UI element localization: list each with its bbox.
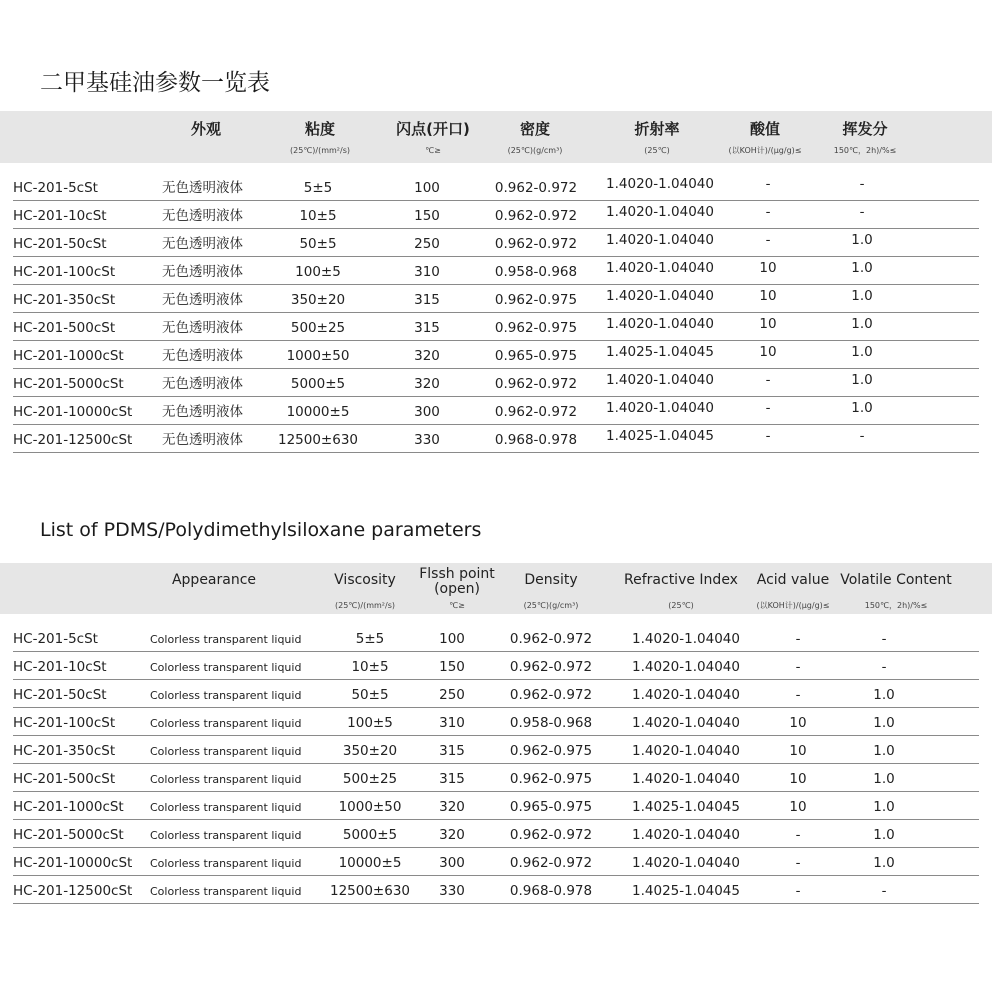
header-acid-label: Acid value bbox=[756, 572, 830, 588]
row-divider bbox=[13, 340, 979, 341]
row-volatile: 1.0 bbox=[873, 715, 895, 731]
table-row bbox=[0, 655, 992, 683]
row-acid: - bbox=[765, 176, 771, 192]
row-viscosity: 12500±630 bbox=[329, 883, 411, 899]
row-density: 0.962-0.972 bbox=[494, 404, 578, 420]
row-density: 0.968-0.978 bbox=[494, 432, 578, 448]
row-acid: - bbox=[795, 883, 801, 899]
row-acid: - bbox=[795, 687, 801, 703]
row-viscosity: 50±5 bbox=[351, 687, 389, 703]
row-flash: 320 bbox=[439, 827, 465, 843]
header-volatile-label: 挥发分 bbox=[842, 120, 888, 138]
en-table-title: List of PDMS/Polydimethylsiloxane parameters bbox=[40, 519, 482, 541]
row-model: HC-201-500cSt bbox=[13, 771, 116, 787]
header-density-label: 密度 bbox=[519, 120, 551, 138]
row-refractive: 1.4020-1.04040 bbox=[632, 827, 740, 843]
row-density: 0.962-0.972 bbox=[494, 208, 578, 224]
row-divider bbox=[13, 312, 979, 313]
row-flash: 100 bbox=[414, 180, 440, 196]
row-volatile: 1.0 bbox=[851, 316, 873, 332]
header-refractive-unit: (25℃) bbox=[644, 146, 670, 155]
row-divider bbox=[13, 763, 979, 764]
row-acid: - bbox=[765, 400, 771, 416]
row-model: HC-201-5000cSt bbox=[13, 376, 124, 392]
row-viscosity: 100±5 bbox=[295, 264, 341, 280]
row-model: HC-201-1000cSt bbox=[13, 348, 124, 364]
row-acid: 10 bbox=[789, 771, 807, 787]
row-flash: 330 bbox=[414, 432, 440, 448]
row-refractive: 1.4020-1.04040 bbox=[632, 631, 740, 647]
row-density: 0.962-0.972 bbox=[494, 236, 578, 252]
row-refractive: 1.4020-1.04040 bbox=[606, 232, 714, 248]
row-volatile: 1.0 bbox=[851, 372, 873, 388]
row-viscosity: 350±20 bbox=[290, 292, 346, 308]
header-flash-unit: ℃≥ bbox=[449, 601, 465, 610]
row-divider bbox=[13, 256, 979, 257]
header-density-label: Density bbox=[524, 572, 578, 588]
row-volatile: - bbox=[881, 883, 887, 899]
row-viscosity: 5000±5 bbox=[290, 376, 346, 392]
header-refractive-unit: (25℃) bbox=[668, 601, 694, 610]
row-flash: 310 bbox=[439, 715, 465, 731]
row-acid: - bbox=[795, 827, 801, 843]
row-divider bbox=[13, 735, 979, 736]
row-viscosity: 500±25 bbox=[290, 320, 346, 336]
row-acid: - bbox=[765, 232, 771, 248]
row-acid: 10 bbox=[789, 715, 807, 731]
table-row bbox=[0, 344, 992, 372]
table-row bbox=[0, 260, 992, 288]
header-viscosity bbox=[334, 573, 396, 588]
row-model: HC-201-10000cSt bbox=[13, 855, 133, 871]
header-appearance bbox=[172, 573, 256, 588]
cn-table-header bbox=[0, 111, 992, 163]
row-volatile: 1.0 bbox=[873, 687, 895, 703]
table-row bbox=[0, 316, 992, 344]
row-volatile: - bbox=[859, 204, 865, 220]
row-refractive: 1.4020-1.04040 bbox=[632, 743, 740, 759]
row-density: 0.958-0.968 bbox=[509, 715, 593, 731]
row-refractive: 1.4025-1.04045 bbox=[606, 428, 714, 444]
row-appearance: 无色透明液体 bbox=[162, 320, 243, 336]
row-flash: 250 bbox=[414, 236, 440, 252]
row-model: HC-201-500cSt bbox=[13, 320, 116, 336]
header-refractive bbox=[634, 121, 679, 138]
header-volatile bbox=[842, 121, 887, 138]
row-model: HC-201-100cSt bbox=[13, 715, 116, 731]
row-flash: 300 bbox=[414, 404, 440, 420]
header-appearance-label: Appearance bbox=[171, 572, 257, 588]
table-row bbox=[0, 739, 992, 767]
row-appearance: Colorless transparent liquid bbox=[150, 661, 302, 674]
row-appearance: 无色透明液体 bbox=[162, 292, 243, 308]
row-acid: 10 bbox=[759, 316, 777, 332]
header-refractive bbox=[624, 573, 738, 588]
row-acid: - bbox=[795, 631, 801, 647]
row-model: HC-201-350cSt bbox=[13, 292, 116, 308]
row-viscosity: 10000±5 bbox=[338, 855, 402, 871]
row-model: HC-201-10000cSt bbox=[13, 404, 133, 420]
row-volatile: - bbox=[859, 176, 865, 192]
row-appearance: Colorless transparent liquid bbox=[150, 633, 302, 646]
row-refractive: 1.4020-1.04040 bbox=[606, 176, 714, 192]
header-acid-unit: (以KOH计)/(μg/g)≤ bbox=[728, 146, 802, 155]
row-volatile: 1.0 bbox=[851, 344, 873, 360]
header-flash-label: 闪点(开口) bbox=[396, 120, 470, 138]
header-acid bbox=[750, 121, 780, 138]
row-flash: 330 bbox=[439, 883, 465, 899]
table-row bbox=[0, 204, 992, 232]
header-flash bbox=[396, 121, 470, 138]
row-flash: 315 bbox=[439, 743, 465, 759]
header-density bbox=[524, 573, 577, 588]
table-row bbox=[0, 176, 992, 204]
row-model: HC-201-50cSt bbox=[13, 236, 107, 252]
row-flash: 300 bbox=[439, 855, 465, 871]
row-refractive: 1.4025-1.04045 bbox=[632, 799, 740, 815]
en-table-header bbox=[0, 563, 992, 614]
row-acid: - bbox=[765, 204, 771, 220]
row-volatile: 1.0 bbox=[873, 743, 895, 759]
row-refractive: 1.4025-1.04045 bbox=[606, 344, 714, 360]
row-divider bbox=[13, 228, 979, 229]
row-refractive: 1.4020-1.04040 bbox=[632, 771, 740, 787]
row-volatile: 1.0 bbox=[873, 799, 895, 815]
row-density: 0.965-0.975 bbox=[494, 348, 578, 364]
header-appearance bbox=[191, 121, 221, 138]
table-row bbox=[0, 711, 992, 739]
header-flash-label: Flssh point bbox=[419, 566, 495, 582]
table-row bbox=[0, 879, 992, 907]
row-appearance: Colorless transparent liquid bbox=[150, 773, 302, 786]
row-viscosity: 10±5 bbox=[299, 208, 337, 224]
row-refractive: 1.4020-1.04040 bbox=[606, 316, 714, 332]
header-flash bbox=[419, 567, 495, 597]
row-appearance: 无色透明液体 bbox=[162, 180, 243, 196]
header-refractive-label: Refractive Index bbox=[624, 572, 738, 588]
row-divider bbox=[13, 452, 979, 453]
header-density-unit: (25℃)(g/cm³) bbox=[507, 146, 563, 155]
row-acid: - bbox=[765, 372, 771, 388]
row-viscosity: 10000±5 bbox=[286, 404, 350, 420]
row-viscosity: 10±5 bbox=[351, 659, 389, 675]
table-row bbox=[0, 400, 992, 428]
row-volatile: 1.0 bbox=[851, 288, 873, 304]
row-viscosity: 350±20 bbox=[342, 743, 398, 759]
row-model: HC-201-10cSt bbox=[13, 208, 107, 224]
row-flash: 310 bbox=[414, 264, 440, 280]
row-flash: 315 bbox=[439, 771, 465, 787]
table-row bbox=[0, 288, 992, 316]
header-refractive-label: 折射率 bbox=[634, 120, 680, 138]
row-divider bbox=[13, 847, 979, 848]
header-acid-label: 酸值 bbox=[749, 120, 781, 138]
row-refractive: 1.4020-1.04040 bbox=[606, 204, 714, 220]
header-density bbox=[520, 121, 550, 138]
row-divider bbox=[13, 200, 979, 201]
row-viscosity: 5±5 bbox=[303, 180, 333, 196]
row-acid: - bbox=[795, 855, 801, 871]
row-density: 0.962-0.975 bbox=[509, 743, 593, 759]
header-viscosity-unit: (25℃)/(mm²/s) bbox=[290, 146, 350, 155]
row-appearance: Colorless transparent liquid bbox=[150, 801, 302, 814]
cn-table-title: 二甲基硅油参数一览表 bbox=[40, 70, 270, 96]
row-model: HC-201-12500cSt bbox=[13, 883, 133, 899]
row-refractive: 1.4025-1.04045 bbox=[632, 883, 740, 899]
row-model: HC-201-10cSt bbox=[13, 659, 107, 675]
row-model: HC-201-5000cSt bbox=[13, 827, 124, 843]
row-viscosity: 500±25 bbox=[342, 771, 398, 787]
row-volatile: 1.0 bbox=[873, 827, 895, 843]
row-density: 0.962-0.972 bbox=[509, 855, 593, 871]
row-appearance: 无色透明液体 bbox=[162, 208, 243, 224]
row-refractive: 1.4020-1.04040 bbox=[632, 687, 740, 703]
row-refractive: 1.4020-1.04040 bbox=[606, 260, 714, 276]
header-volatile-unit: 150℃，2h)/%≤ bbox=[864, 601, 928, 610]
row-divider bbox=[13, 875, 979, 876]
table-row bbox=[0, 823, 992, 851]
header-density-unit: (25℃)(g/cm³) bbox=[523, 601, 579, 610]
table-row bbox=[0, 428, 992, 456]
row-appearance: Colorless transparent liquid bbox=[150, 829, 302, 842]
row-density: 0.962-0.972 bbox=[509, 827, 593, 843]
table-row bbox=[0, 627, 992, 655]
row-flash: 320 bbox=[414, 348, 440, 364]
row-refractive: 1.4020-1.04040 bbox=[632, 659, 740, 675]
row-divider bbox=[13, 651, 979, 652]
row-viscosity: 100±5 bbox=[347, 715, 393, 731]
header-flash-unit: ℃≥ bbox=[425, 146, 441, 155]
row-density: 0.962-0.972 bbox=[494, 376, 578, 392]
row-divider bbox=[13, 819, 979, 820]
header-volatile-label: Volatile Content bbox=[840, 572, 952, 588]
table-row bbox=[0, 795, 992, 823]
row-appearance: Colorless transparent liquid bbox=[150, 885, 302, 898]
row-volatile: - bbox=[859, 428, 865, 444]
header-appearance-label: 外观 bbox=[190, 120, 222, 138]
row-density: 0.962-0.972 bbox=[509, 631, 593, 647]
row-viscosity: 12500±630 bbox=[277, 432, 359, 448]
row-density: 0.962-0.972 bbox=[494, 180, 578, 196]
row-appearance: Colorless transparent liquid bbox=[150, 717, 302, 730]
header-viscosity-unit: (25℃)/(mm²/s) bbox=[335, 601, 395, 610]
row-divider bbox=[13, 707, 979, 708]
table-row bbox=[0, 767, 992, 795]
table-row bbox=[0, 232, 992, 260]
row-volatile: 1.0 bbox=[873, 855, 895, 871]
header-viscosity bbox=[305, 121, 335, 138]
row-appearance: 无色透明液体 bbox=[162, 404, 243, 420]
row-density: 0.968-0.978 bbox=[509, 883, 593, 899]
row-refractive: 1.4020-1.04040 bbox=[606, 288, 714, 304]
row-model: HC-201-1000cSt bbox=[13, 799, 124, 815]
row-refractive: 1.4020-1.04040 bbox=[632, 855, 740, 871]
header-acid-unit: (以KOH计)/(μg/g)≤ bbox=[756, 601, 830, 610]
row-density: 0.962-0.975 bbox=[494, 320, 578, 336]
row-acid: 10 bbox=[759, 288, 777, 304]
row-model: HC-201-5cSt bbox=[13, 631, 98, 647]
row-refractive: 1.4020-1.04040 bbox=[606, 400, 714, 416]
row-divider bbox=[13, 396, 979, 397]
row-flash: 315 bbox=[414, 292, 440, 308]
header-viscosity-label: 粘度 bbox=[304, 120, 336, 138]
row-acid: - bbox=[795, 659, 801, 675]
table-row bbox=[0, 372, 992, 400]
row-divider bbox=[13, 424, 979, 425]
row-divider bbox=[13, 791, 979, 792]
row-model: HC-201-50cSt bbox=[13, 687, 107, 703]
row-divider bbox=[13, 368, 979, 369]
row-volatile: - bbox=[881, 631, 887, 647]
row-flash: 100 bbox=[439, 631, 465, 647]
row-appearance: Colorless transparent liquid bbox=[150, 857, 302, 870]
header-volatile bbox=[840, 573, 952, 588]
header-flash-label2: (open) bbox=[434, 581, 480, 597]
row-density: 0.962-0.975 bbox=[509, 771, 593, 787]
row-volatile: 1.0 bbox=[851, 400, 873, 416]
row-divider bbox=[13, 903, 979, 904]
row-appearance: 无色透明液体 bbox=[162, 432, 243, 448]
row-flash: 320 bbox=[439, 799, 465, 815]
table-row bbox=[0, 683, 992, 711]
cn-table-body bbox=[0, 176, 992, 456]
table-row bbox=[0, 851, 992, 879]
row-acid: 10 bbox=[789, 743, 807, 759]
row-density: 0.962-0.972 bbox=[509, 659, 593, 675]
row-acid: 10 bbox=[759, 260, 777, 276]
row-acid: 10 bbox=[759, 344, 777, 360]
row-refractive: 1.4020-1.04040 bbox=[632, 715, 740, 731]
row-refractive: 1.4020-1.04040 bbox=[606, 372, 714, 388]
row-model: HC-201-5cSt bbox=[13, 180, 98, 196]
row-density: 0.958-0.968 bbox=[494, 264, 578, 280]
row-appearance: 无色透明液体 bbox=[162, 376, 243, 392]
row-divider bbox=[13, 284, 979, 285]
row-appearance: 无色透明液体 bbox=[162, 236, 243, 252]
row-viscosity: 5000±5 bbox=[342, 827, 398, 843]
row-viscosity: 5±5 bbox=[355, 631, 385, 647]
header-viscosity-label: Viscosity bbox=[334, 572, 396, 588]
row-viscosity: 1000±50 bbox=[338, 799, 402, 815]
row-density: 0.962-0.972 bbox=[509, 687, 593, 703]
header-volatile-unit: 150℃，2h)/%≤ bbox=[833, 146, 897, 155]
row-flash: 315 bbox=[414, 320, 440, 336]
row-divider bbox=[13, 679, 979, 680]
row-appearance: 无色透明液体 bbox=[162, 264, 243, 280]
row-volatile: 1.0 bbox=[873, 771, 895, 787]
en-table-body bbox=[0, 627, 992, 907]
row-acid: 10 bbox=[789, 799, 807, 815]
row-appearance: Colorless transparent liquid bbox=[150, 689, 302, 702]
row-flash: 320 bbox=[414, 376, 440, 392]
row-flash: 150 bbox=[439, 659, 465, 675]
row-model: HC-201-100cSt bbox=[13, 264, 116, 280]
row-volatile: - bbox=[881, 659, 887, 675]
row-volatile: 1.0 bbox=[851, 260, 873, 276]
row-viscosity: 1000±50 bbox=[286, 348, 350, 364]
header-acid bbox=[757, 573, 830, 588]
row-appearance: Colorless transparent liquid bbox=[150, 745, 302, 758]
row-flash: 250 bbox=[439, 687, 465, 703]
row-viscosity: 50±5 bbox=[299, 236, 337, 252]
row-density: 0.965-0.975 bbox=[509, 799, 593, 815]
row-flash: 150 bbox=[414, 208, 440, 224]
row-acid: - bbox=[765, 428, 771, 444]
row-appearance: 无色透明液体 bbox=[162, 348, 243, 364]
row-volatile: 1.0 bbox=[851, 232, 873, 248]
row-model: HC-201-12500cSt bbox=[13, 432, 133, 448]
row-model: HC-201-350cSt bbox=[13, 743, 116, 759]
row-density: 0.962-0.975 bbox=[494, 292, 578, 308]
